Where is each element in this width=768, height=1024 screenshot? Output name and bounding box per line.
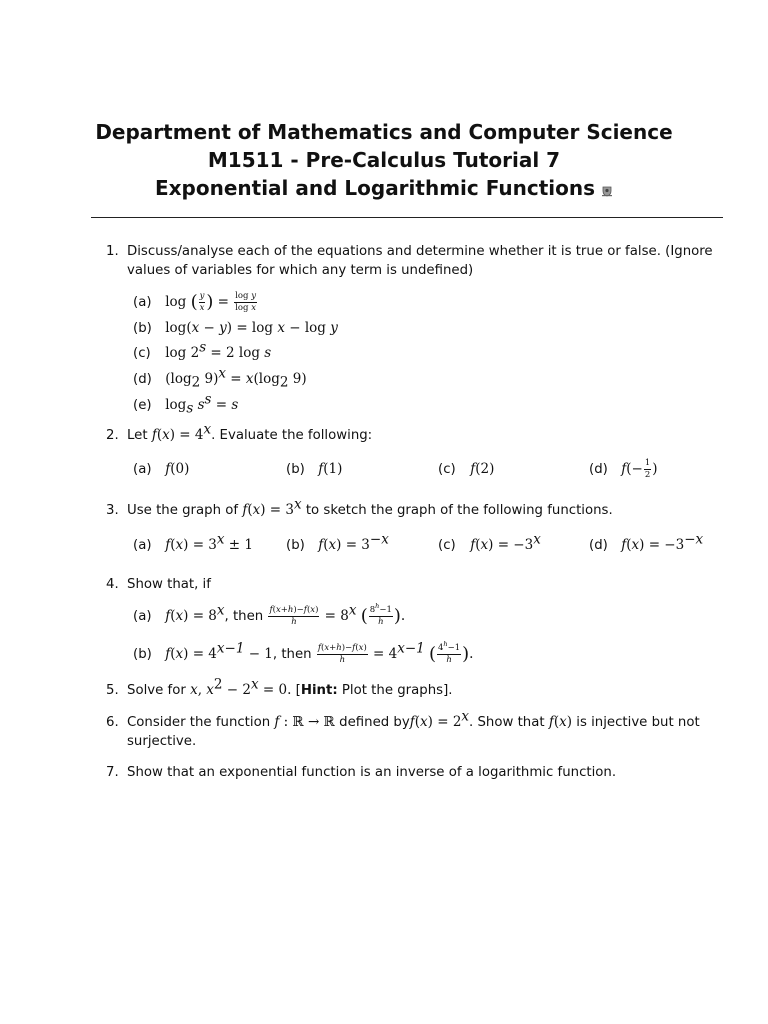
hint-label: Hint: (300, 683, 338, 698)
q1-part-e: (e) $\log_s s^s = s$ (133, 391, 239, 417)
fraction: $\frac{f(x+h)-f(x)}{h}$ (269, 605, 319, 627)
part-label: (d) (589, 538, 608, 553)
question-text: Show that, if (127, 577, 211, 592)
part-label: (b) (133, 647, 152, 662)
department-title: Department of Mathematics and Computer Science (95, 120, 673, 144)
q1-part-c: (c) $\log 2^s = 2$ log s (133, 339, 272, 361)
q2-part-b: (b) f(1) (286, 461, 343, 477)
q3-part-c: (c) $f(x) = -3^x$ (438, 531, 541, 553)
q3-part-b: (b) $f(x) = 3^{-x}$ (286, 531, 389, 553)
question-number: 4. (106, 577, 119, 592)
part-label: (a) (133, 538, 152, 553)
question-4 (106, 575, 726, 594)
q2-part-a: (a) f(0) (133, 461, 190, 477)
text-fragment: to sketch the graph of the following functions. (305, 503, 613, 518)
part-label: (b) (286, 462, 305, 477)
text-fragment: . Evaluate the following: (211, 428, 373, 443)
question-number: 1. (106, 244, 119, 259)
question-6 (106, 708, 726, 751)
text-fragment: Solve for (127, 683, 186, 698)
q2-part-c: (c) f(2) (438, 461, 495, 477)
text-fragment: is injective but not surjective. (127, 715, 700, 749)
hint-text: Plot the graphs (341, 683, 444, 698)
part-label: (c) (438, 462, 456, 477)
part-label: (d) (589, 462, 608, 477)
question-number: 5. (106, 683, 119, 698)
topic-title (0, 174, 768, 204)
q3-part-a: (a) $f(x) = 3^x \pm 1$ (133, 531, 253, 553)
fraction: $\frac{f(x+h)-f(x)}{h}$ (317, 643, 367, 665)
text-fragment: , then (272, 647, 312, 662)
question-text: Solve for x, $x^2 - 2^x = 0$. [Hint: Plot the graphs]. (127, 676, 453, 698)
q1-part-d: (d) ($\log_2$ $9)^x = x(\log_2$ 9) (133, 365, 307, 391)
question-text: Use the graph of $f(x) = 3^x$ to sketch the graph of the following functions. (127, 496, 613, 518)
q1-part-a: (a) log ( $\frac{y}{x}$ ) = $\frac{\text{log y}}{\text{log x}}$ (133, 291, 257, 313)
q4-part-b: (b) $f(x) = 4^{x-1} - 1$, then $\frac{f(x+h)-f(x)}{h}$ = $4^{x-1}$ ( $\frac{4^h-1}{h}$ ). (133, 640, 474, 665)
text-fragment: . Show that (469, 715, 545, 730)
university-crest-icon (601, 176, 613, 204)
question-text: Let $f(x) = 4^x$. Evaluate the following: (127, 421, 373, 443)
part-label: (b) (286, 538, 305, 553)
fraction: $\frac{4^h-1}{h}$ (438, 640, 461, 665)
topic-text: Exponential and Logarithmic Functions (154, 176, 596, 200)
q1-part-b: (b) log(x − y) = log x − log y (133, 320, 338, 336)
question-1 (106, 242, 726, 280)
question-3 (106, 496, 726, 520)
question-number: 6. (106, 715, 119, 730)
question-7 (106, 763, 726, 782)
question-5 (106, 676, 726, 700)
question-text: Consider the function f : ℝ → ℝ defined $byf(x) = 2^x$. Show that f(x) is injective but not surjective. (127, 708, 700, 749)
part-label: (e) (133, 398, 152, 413)
q3-part-d: (d) $f(x) = -3^{-x}$ (589, 531, 704, 553)
text-fragment: , then (224, 609, 264, 624)
header-divider (91, 217, 723, 218)
question-number: 2. (106, 428, 119, 443)
question-text: Show that an exponential function is an inverse of a logarithmic function. (127, 765, 617, 780)
question-number: 3. (106, 503, 119, 518)
fraction: $\frac{1}{2}$ (644, 458, 651, 480)
q4-part-a: (a) $f(x) = 8^x$, then $\frac{f(x+h)-f(x)}{h}$ = $8^x$ ( $\frac{8^h-1}{h}$ ). (133, 602, 406, 627)
fraction: $\frac{y}{x}$ (199, 291, 205, 313)
fraction: $\frac{\text{log y}}{\text{log x}}$ (235, 291, 257, 313)
text-fragment: Consider the function (127, 715, 271, 730)
document-header (0, 118, 768, 204)
q2-part-d: (d) f(− $\frac{1}{2}$ ) (589, 458, 658, 480)
course-title: M1511 - Pre-Calculus Tutorial 7 (207, 148, 561, 172)
question-2 (106, 421, 726, 445)
part-label: (c) (438, 538, 456, 553)
part-label: (d) (133, 372, 152, 387)
part-label: (a) (133, 462, 152, 477)
part-label: (c) (133, 346, 151, 361)
part-label: (b) (133, 321, 152, 336)
part-label: (a) (133, 609, 152, 624)
question-text: Discuss/analyse each of the equations and determine whether it is true or false. (Ignore values of variables for which any term is undefined) (127, 244, 713, 278)
text-fragment: defined by (339, 715, 410, 730)
part-label: (a) (133, 295, 152, 310)
text-fragment: Let (127, 428, 148, 443)
question-number: 7. (106, 765, 119, 780)
text-fragment: Use the graph of (127, 503, 239, 518)
fraction: $\frac{8^h-1}{h}$ (369, 602, 392, 627)
